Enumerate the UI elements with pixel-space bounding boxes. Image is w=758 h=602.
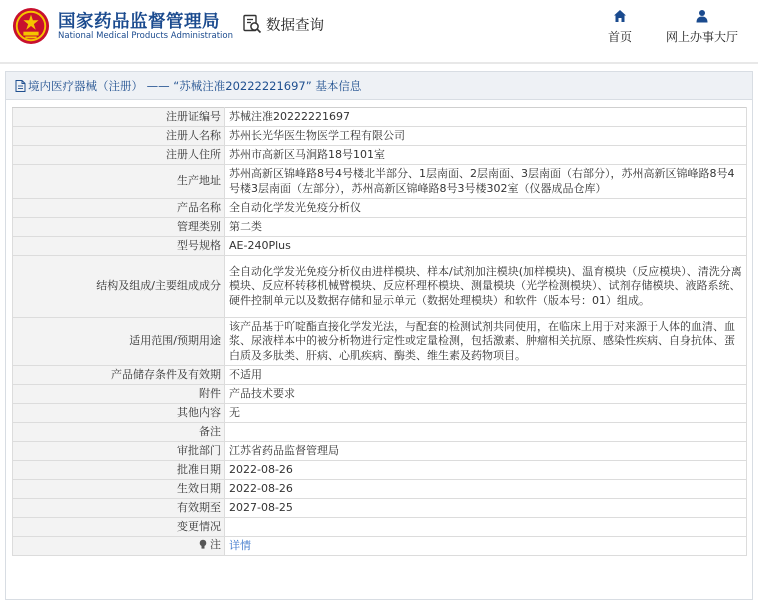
note-label: 注 — [210, 537, 221, 551]
field-value: 2027-08-25 — [225, 499, 747, 518]
field-label: 注册人住所 — [13, 146, 225, 165]
table-row — [13, 218, 747, 237]
site-name-en: National Medical Products Administration — [58, 31, 233, 41]
field-value: 无 — [225, 404, 747, 423]
nav-home-label: 首页 — [607, 30, 632, 44]
field-value — [225, 423, 747, 442]
field-value: 该产品基于吖啶酯直接化学发光法，与配套的检测试剂共同使用，在临床上用于对来源于人体的血清、血浆、尿液样本中的被分析物进行定性或定量检测，包括激素、肿瘤相关抗原、感染性疾病、自身抗体、蛋白质及多肽类、肝病、心肌疾病、酶类、维生素及药物项目。 — [225, 318, 747, 366]
table-row — [13, 404, 747, 423]
info-table — [12, 107, 747, 556]
table-row — [13, 366, 747, 385]
table-row — [13, 537, 747, 556]
field-value: 苏械注准20222221697 — [225, 108, 747, 127]
search-document-icon — [242, 14, 262, 34]
table-row — [13, 461, 747, 480]
table-row — [13, 256, 747, 318]
site-header — [0, 0, 758, 62]
table-row — [13, 127, 747, 146]
detail-panel — [5, 71, 753, 600]
person-icon — [695, 9, 709, 23]
nav-home[interactable] — [590, 9, 650, 45]
field-value: 2022-08-26 — [225, 480, 747, 499]
header-divider — [0, 62, 758, 64]
field-label: 产品储存条件及有效期 — [13, 366, 225, 385]
field-label: 产品名称 — [13, 199, 225, 218]
field-label: 注册人名称 — [13, 127, 225, 146]
table-row — [13, 423, 747, 442]
table-row — [13, 442, 747, 461]
field-value: 2022-08-26 — [225, 461, 747, 480]
field-value: 苏州市高新区马涧路18号101室 — [225, 146, 747, 165]
field-label: 适用范围/预期用途 — [13, 318, 225, 366]
table-row — [13, 165, 747, 199]
site-name: 国家药品监督管理局 — [58, 12, 220, 32]
table-row — [13, 199, 747, 218]
field-value — [225, 518, 747, 537]
field-value: 产品技术要求 — [225, 385, 747, 404]
details-link[interactable]: 详情 — [229, 538, 251, 552]
field-value: 江苏省药品监督管理局 — [225, 442, 747, 461]
table-row — [13, 108, 747, 127]
table-row — [13, 480, 747, 499]
field-label: 结构及组成/主要组成成分 — [13, 256, 225, 318]
home-icon — [613, 9, 627, 23]
field-label: 有效期至 — [13, 499, 225, 518]
field-value: 不适用 — [225, 366, 747, 385]
national-emblem-icon — [12, 7, 50, 45]
field-label: 管理类别 — [13, 218, 225, 237]
note-label-cell — [13, 537, 225, 556]
table-row — [13, 237, 747, 256]
panel-title: 境内医疗器械（注册） —— “苏械注准20222221697” 基本信息 — [28, 78, 362, 93]
field-value: 苏州高新区锦峰路8号4号楼北半部分、1层南面、2层南面、3层南面（右部分），苏州高新区锦峰路8号4号楼3层南面（左部分），苏州高新区锦峰路8号3号楼302室（仪器成品仓库） — [225, 165, 747, 199]
document-icon — [15, 80, 26, 92]
field-label: 备注 — [13, 423, 225, 442]
data-search-link[interactable] — [242, 12, 324, 36]
field-label: 生效日期 — [13, 480, 225, 499]
data-search-label: 数据查询 — [266, 17, 324, 34]
panel-title-bar — [6, 72, 752, 100]
field-value: 全自动化学发光免疫分析仪 — [225, 199, 747, 218]
field-label: 型号规格 — [13, 237, 225, 256]
table-row — [13, 385, 747, 404]
field-label: 生产地址 — [13, 165, 225, 199]
note-value-cell — [225, 537, 747, 556]
field-label: 其他内容 — [13, 404, 225, 423]
field-value: AE-240Plus — [225, 237, 747, 256]
field-label: 注册证编号 — [13, 108, 225, 127]
field-label: 批准日期 — [13, 461, 225, 480]
field-value: 苏州长光华医生物医学工程有限公司 — [225, 127, 747, 146]
field-value: 第二类 — [225, 218, 747, 237]
nav-online-office-label: 网上办事大厅 — [665, 30, 738, 44]
bulb-icon — [198, 539, 208, 550]
table-row — [13, 499, 747, 518]
field-value: 全自动化学发光免疫分析仪由进样模块、样本/试剂加注模块(加样模块)、温育模块（反应模块）、清洗分离模块、反应杯转移机械臂模块、反应杯理杯模块、测量模块（光学检测模块）、试剂存储模块、液路系统、硬件控制单元以及数据存储和显示单元（数据处理模块）和软件（版本号：01）组成。 — [225, 256, 747, 318]
field-label: 审批部门 — [13, 442, 225, 461]
field-label: 附件 — [13, 385, 225, 404]
table-row — [13, 518, 747, 537]
table-row — [13, 146, 747, 165]
field-label: 变更情况 — [13, 518, 225, 537]
nav-online-office[interactable] — [663, 9, 741, 45]
table-row — [13, 318, 747, 366]
